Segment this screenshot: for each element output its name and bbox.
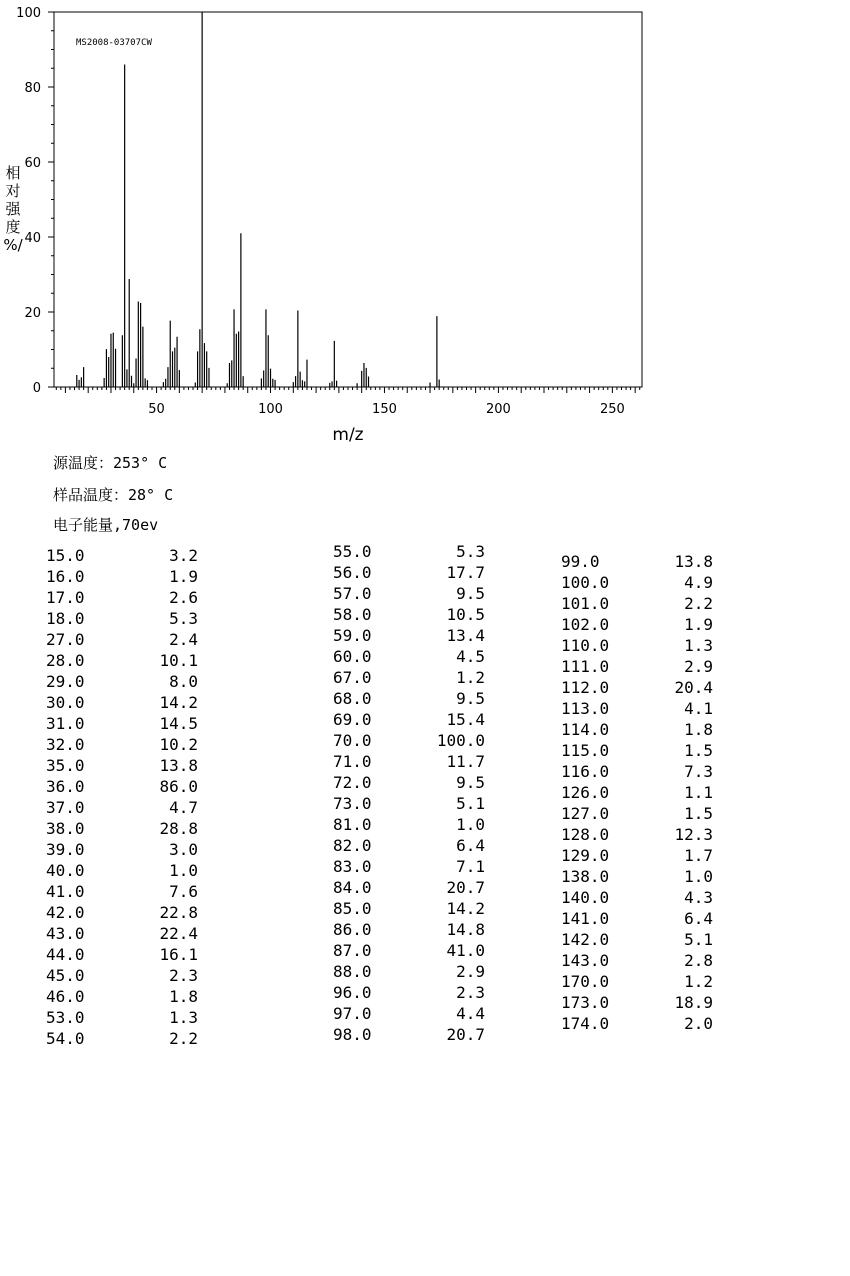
mz-value: 60.0	[333, 647, 372, 666]
x-tick-label: 50	[148, 402, 165, 417]
mz-value: 96.0	[333, 983, 372, 1002]
intensity-value: 5.1	[456, 794, 485, 813]
mz-value: 71.0	[333, 752, 372, 771]
y-tick-label: 60	[24, 156, 41, 171]
intensity-value: 5.1	[684, 930, 713, 949]
y-axis-label-char: 相	[5, 164, 21, 182]
mz-value: 85.0	[333, 899, 372, 918]
mz-value: 99.0	[561, 552, 600, 571]
intensity-value: 9.5	[456, 773, 485, 792]
intensity-value: 20.7	[446, 878, 485, 897]
intensity-value: 1.2	[684, 972, 713, 991]
intensity-value: 20.4	[674, 678, 713, 697]
intensity-value: 14.2	[159, 693, 198, 712]
mz-value: 29.0	[46, 672, 85, 691]
mz-value: 97.0	[333, 1004, 372, 1023]
x-tick-label: 200	[486, 402, 511, 417]
intensity-value: 4.1	[684, 699, 713, 718]
y-axis-label-char: %/	[3, 236, 23, 254]
peak-table-row	[561, 698, 713, 719]
mz-value: 31.0	[46, 714, 85, 733]
y-axis-label	[3, 164, 23, 254]
peak-table-row	[561, 761, 713, 782]
peak-table-row	[46, 1028, 198, 1049]
peak-table-row	[46, 545, 198, 566]
y-axis-label-char: 对	[5, 182, 21, 200]
peak-table-row	[333, 646, 485, 667]
peak-table-row	[333, 982, 485, 1003]
intensity-value: 2.0	[684, 1014, 713, 1033]
peak-table-row	[46, 923, 198, 944]
intensity-value: 14.5	[159, 714, 198, 733]
mz-value: 128.0	[561, 825, 610, 844]
mz-value: 57.0	[333, 584, 372, 603]
mz-value: 81.0	[333, 815, 372, 834]
sample-id-label: MS2008-03707CW	[76, 38, 152, 48]
mz-value: 129.0	[561, 846, 610, 865]
intensity-value: 5.3	[456, 542, 485, 561]
spectrum-peaks	[77, 12, 439, 387]
intensity-value: 3.2	[169, 546, 198, 565]
mz-value: 83.0	[333, 857, 372, 876]
peak-table-row	[561, 992, 713, 1013]
peak-table-row	[46, 902, 198, 923]
intensity-value: 4.5	[456, 647, 485, 666]
peak-table-row	[333, 772, 485, 793]
intensity-value: 1.5	[684, 804, 713, 823]
mz-value: 88.0	[333, 962, 372, 981]
y-axis-label-char: 度	[5, 218, 21, 236]
peak-table-row	[46, 965, 198, 986]
mz-value: 84.0	[333, 878, 372, 897]
peak-table-row	[561, 866, 713, 887]
intensity-value: 10.5	[446, 605, 485, 624]
peak-table-row	[46, 881, 198, 902]
peak-table-row	[561, 677, 713, 698]
intensity-value: 5.3	[169, 609, 198, 628]
intensity-value: 4.3	[684, 888, 713, 907]
intensity-value: 17.7	[446, 563, 485, 582]
peak-table-row	[561, 971, 713, 992]
peak-table-row	[561, 551, 713, 572]
intensity-value: 2.8	[684, 951, 713, 970]
peak-table-row	[561, 908, 713, 929]
peak-table-row	[333, 625, 485, 646]
intensity-value: 7.1	[456, 857, 485, 876]
mz-value: 127.0	[561, 804, 610, 823]
peak-table-row	[46, 629, 198, 650]
intensity-value: 13.4	[446, 626, 485, 645]
intensity-value: 2.6	[169, 588, 198, 607]
mz-value: 170.0	[561, 972, 610, 991]
peak-table-row	[46, 818, 198, 839]
y-tick-label: 20	[24, 306, 41, 321]
mz-value: 43.0	[46, 924, 85, 943]
peak-table-column-2	[333, 541, 485, 1045]
mz-value: 54.0	[46, 1029, 85, 1048]
mz-value: 67.0	[333, 668, 372, 687]
y-tick-label: 100	[16, 6, 41, 21]
peak-table-row	[333, 793, 485, 814]
intensity-value: 1.7	[684, 846, 713, 865]
intensity-value: 16.1	[159, 945, 198, 964]
peak-table-row	[46, 671, 198, 692]
mz-value: 115.0	[561, 741, 610, 760]
mz-value: 113.0	[561, 699, 610, 718]
x-tick-label: 250	[599, 402, 625, 417]
intensity-value: 22.8	[159, 903, 198, 922]
mz-value: 35.0	[46, 756, 85, 775]
mz-value: 59.0	[333, 626, 372, 645]
peak-table-row	[561, 803, 713, 824]
x-tick-label: 100	[258, 402, 283, 417]
mz-value: 42.0	[46, 903, 85, 922]
intensity-value: 13.8	[674, 552, 713, 571]
peak-table-row	[561, 593, 713, 614]
peak-table-row	[46, 587, 198, 608]
peak-table-row	[561, 845, 713, 866]
peak-table-row	[46, 986, 198, 1007]
intensity-value: 1.1	[684, 783, 713, 802]
peak-table-row	[333, 1024, 485, 1045]
peak-table-row	[46, 650, 198, 671]
mz-value: 101.0	[561, 594, 610, 613]
intensity-value: 20.7	[446, 1025, 485, 1044]
peak-table-row	[561, 1013, 713, 1034]
mz-value: 46.0	[46, 987, 85, 1006]
peak-table-row	[333, 709, 485, 730]
mz-value: 143.0	[561, 951, 610, 970]
intensity-value: 6.4	[684, 909, 713, 928]
intensity-value: 4.9	[684, 573, 713, 592]
peak-table-row	[46, 755, 198, 776]
peak-table-row	[561, 887, 713, 908]
mz-value: 16.0	[46, 567, 85, 586]
peak-table-row	[333, 961, 485, 982]
peak-table-row	[333, 583, 485, 604]
peak-table-row	[46, 713, 198, 734]
mz-value: 114.0	[561, 720, 610, 739]
intensity-value: 9.5	[456, 584, 485, 603]
peak-table-row	[561, 572, 713, 593]
peak-table-row	[333, 940, 485, 961]
peak-table-row	[561, 740, 713, 761]
peak-table-row	[46, 1007, 198, 1028]
mz-value: 141.0	[561, 909, 610, 928]
intensity-value: 2.9	[456, 962, 485, 981]
electron-energy: 电子能量,70ev	[53, 516, 159, 534]
mz-value: 40.0	[46, 861, 85, 880]
mass-spectrum-chart	[0, 0, 850, 450]
mz-value: 140.0	[561, 888, 610, 907]
intensity-value: 2.4	[169, 630, 198, 649]
intensity-value: 1.8	[684, 720, 713, 739]
peak-table-row	[333, 835, 485, 856]
mz-value: 17.0	[46, 588, 85, 607]
intensity-value: 1.0	[456, 815, 485, 834]
intensity-value: 86.0	[159, 777, 198, 796]
peak-table-row	[333, 667, 485, 688]
mz-value: 58.0	[333, 605, 372, 624]
intensity-value: 14.8	[446, 920, 485, 939]
peak-table-column-3	[561, 551, 713, 1034]
peak-table-column-1	[46, 545, 198, 1049]
intensity-value: 18.9	[674, 993, 713, 1012]
peak-table-row	[333, 562, 485, 583]
peak-table-row	[46, 944, 198, 965]
peak-table-row	[333, 604, 485, 625]
mz-value: 70.0	[333, 731, 372, 750]
mz-value: 15.0	[46, 546, 85, 565]
intensity-value: 22.4	[159, 924, 198, 943]
mz-value: 142.0	[561, 930, 610, 949]
peak-table-row	[561, 824, 713, 845]
mz-value: 112.0	[561, 678, 610, 697]
peak-table-row	[333, 751, 485, 772]
intensity-value: 2.2	[684, 594, 713, 613]
x-axis	[56, 387, 639, 417]
peak-table-row	[333, 730, 485, 751]
mz-value: 126.0	[561, 783, 610, 802]
intensity-value: 7.3	[684, 762, 713, 781]
mz-value: 32.0	[46, 735, 85, 754]
mz-value: 86.0	[333, 920, 372, 939]
peak-table-row	[561, 782, 713, 803]
peak-table-row	[561, 614, 713, 635]
peak-table-row	[46, 566, 198, 587]
mz-value: 27.0	[46, 630, 85, 649]
mz-value: 44.0	[46, 945, 85, 964]
intensity-value: 15.4	[446, 710, 485, 729]
mz-value: 110.0	[561, 636, 610, 655]
mz-value: 82.0	[333, 836, 372, 855]
peak-table-row	[333, 856, 485, 877]
peak-table-row	[46, 692, 198, 713]
intensity-value: 12.3	[674, 825, 713, 844]
sample-temperature: 样品温度：28° C	[53, 486, 174, 504]
mz-value: 100.0	[561, 573, 610, 592]
intensity-value: 1.9	[169, 567, 198, 586]
peak-table-row	[333, 814, 485, 835]
y-axis	[16, 6, 54, 396]
y-tick-label: 80	[24, 81, 41, 96]
intensity-value: 2.9	[684, 657, 713, 676]
x-tick-label: 150	[372, 402, 397, 417]
peak-table-row	[333, 541, 485, 562]
mz-value: 18.0	[46, 609, 85, 628]
intensity-value: 1.8	[169, 987, 198, 1006]
plot-frame	[54, 12, 642, 387]
mz-value: 39.0	[46, 840, 85, 859]
y-axis-label-char: 强	[5, 200, 21, 218]
mz-value: 45.0	[46, 966, 85, 985]
intensity-value: 11.7	[446, 752, 485, 771]
intensity-value: 28.8	[159, 819, 198, 838]
mz-value: 111.0	[561, 657, 610, 676]
intensity-value: 13.8	[159, 756, 198, 775]
intensity-value: 1.0	[169, 861, 198, 880]
mz-value: 69.0	[333, 710, 372, 729]
intensity-value: 7.6	[169, 882, 198, 901]
intensity-value: 6.4	[456, 836, 485, 855]
peak-table-row	[561, 656, 713, 677]
y-tick-label: 0	[32, 381, 41, 396]
mz-value: 87.0	[333, 941, 372, 960]
intensity-value: 10.1	[159, 651, 198, 670]
peak-table-row	[561, 635, 713, 656]
intensity-value: 8.0	[169, 672, 198, 691]
intensity-value: 1.9	[684, 615, 713, 634]
mz-value: 73.0	[333, 794, 372, 813]
intensity-value: 2.2	[169, 1029, 198, 1048]
peak-table-row	[561, 950, 713, 971]
intensity-value: 2.3	[169, 966, 198, 985]
peak-table-row	[46, 797, 198, 818]
y-tick-label: 40	[24, 231, 41, 246]
mz-value: 102.0	[561, 615, 610, 634]
intensity-value: 9.5	[456, 689, 485, 708]
mz-value: 41.0	[46, 882, 85, 901]
intensity-value: 1.3	[169, 1008, 198, 1027]
mz-value: 173.0	[561, 993, 610, 1012]
peak-table-row	[333, 919, 485, 940]
peak-table-row	[333, 898, 485, 919]
intensity-value: 2.3	[456, 983, 485, 1002]
intensity-value: 10.2	[159, 735, 198, 754]
mz-value: 30.0	[46, 693, 85, 712]
mz-value: 28.0	[46, 651, 85, 670]
peak-table-row	[46, 734, 198, 755]
mz-value: 55.0	[333, 542, 372, 561]
peak-table-row	[561, 719, 713, 740]
intensity-value: 4.7	[169, 798, 198, 817]
peak-table-row	[333, 1003, 485, 1024]
peak-table-row	[46, 860, 198, 881]
mz-value: 138.0	[561, 867, 610, 886]
intensity-value: 1.5	[684, 741, 713, 760]
mz-value: 36.0	[46, 777, 85, 796]
peak-table-row	[46, 776, 198, 797]
peak-table-row	[333, 877, 485, 898]
mz-value: 53.0	[46, 1008, 85, 1027]
intensity-value: 3.0	[169, 840, 198, 859]
peak-table-row	[46, 608, 198, 629]
mz-value: 116.0	[561, 762, 610, 781]
mz-value: 98.0	[333, 1025, 372, 1044]
intensity-value: 1.3	[684, 636, 713, 655]
intensity-value: 1.2	[456, 668, 485, 687]
source-temperature: 源温度：253° C	[53, 454, 168, 472]
intensity-value: 14.2	[446, 899, 485, 918]
intensity-value: 4.4	[456, 1004, 485, 1023]
peak-table-row	[561, 929, 713, 950]
intensity-value: 1.0	[684, 867, 713, 886]
mz-value: 72.0	[333, 773, 372, 792]
intensity-value: 100.0	[436, 731, 485, 750]
mz-value: 38.0	[46, 819, 85, 838]
mz-value: 56.0	[333, 563, 372, 582]
x-axis-label: m/z	[332, 425, 364, 445]
peak-table-row	[333, 688, 485, 709]
intensity-value: 41.0	[446, 941, 485, 960]
mz-value: 68.0	[333, 689, 372, 708]
mz-value: 37.0	[46, 798, 85, 817]
peak-table-row	[46, 839, 198, 860]
mz-value: 174.0	[561, 1014, 610, 1033]
